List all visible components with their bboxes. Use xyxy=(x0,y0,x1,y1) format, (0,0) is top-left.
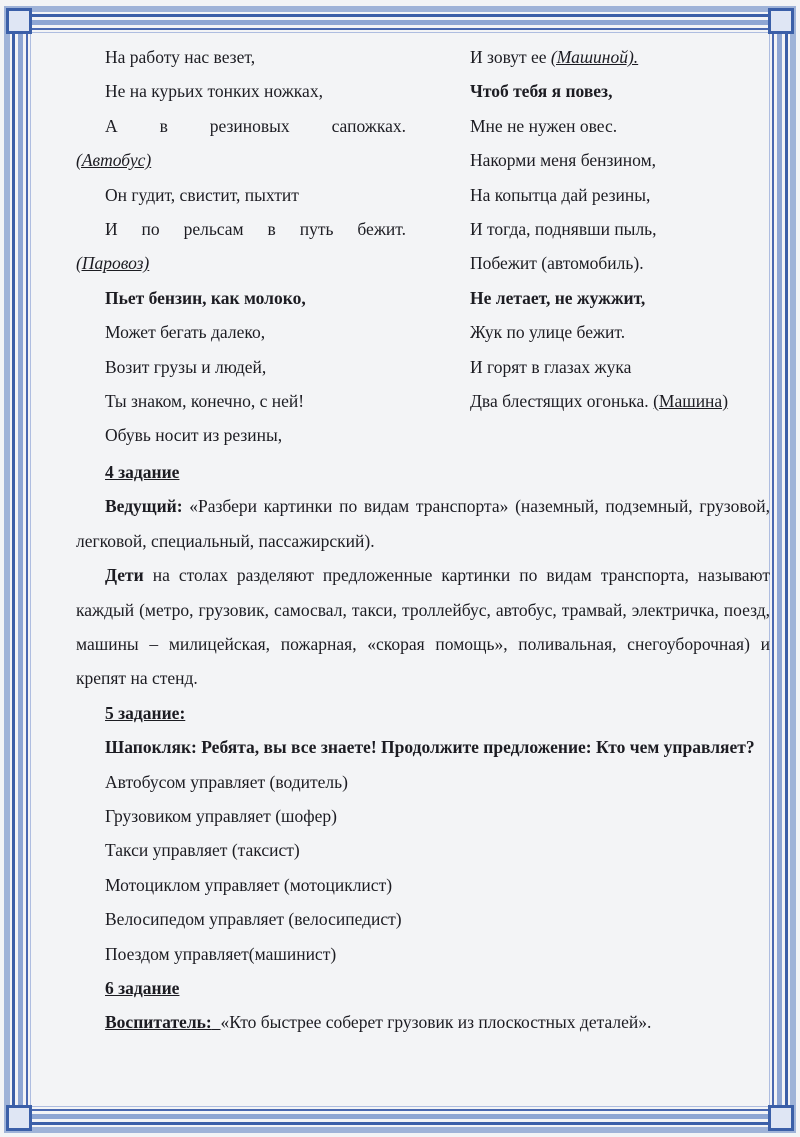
task6-heading xyxy=(76,971,770,1005)
poem-line: Побежит (автомобиль). xyxy=(470,253,644,274)
poem-line: Не на курьих тонких ножках, xyxy=(105,81,323,102)
poem-line: Обувь носит из резины, xyxy=(105,425,283,446)
poem-line: Он гудит, свистит, пыхтит xyxy=(105,184,299,205)
list-item: Мотоциклом управляет (мотоциклист) xyxy=(105,874,393,895)
answer-text: (Автобус) xyxy=(76,150,152,171)
poem-line xyxy=(470,40,770,74)
list-item: Велосипедом управляет (велосипедист) xyxy=(105,909,402,930)
speaker-label: Ведущий: xyxy=(105,496,183,517)
word: путь xyxy=(299,218,334,239)
word: в xyxy=(159,115,168,136)
riddle-answer xyxy=(76,246,406,280)
riddle-answer xyxy=(76,143,406,177)
task6-paragraph xyxy=(76,1005,770,1039)
line-text: И зовут ее xyxy=(470,47,551,67)
answer-text: (Машина) xyxy=(653,390,729,411)
speaker-label: Воспитатель: xyxy=(105,1012,212,1033)
list-item: Автобусом управляет (водитель) xyxy=(105,771,348,792)
list-item: Поездом управляет(машинист) xyxy=(105,943,337,964)
corner-ornament-top-right xyxy=(768,8,794,34)
poem-line: И горят в глазах жука xyxy=(470,356,632,377)
document-content xyxy=(76,40,770,1040)
word: И xyxy=(105,218,118,239)
poem-line: Накорми меня бензином, xyxy=(470,150,657,171)
word: А xyxy=(105,115,118,136)
poem-line: Чтоб тебя я повез, xyxy=(470,81,613,102)
word: в xyxy=(267,218,276,239)
poem-line: На копытца дай резины, xyxy=(470,184,651,205)
poem-line-justified xyxy=(76,212,406,246)
poem-line: Пьет бензин, как молоко, xyxy=(105,287,306,308)
word: рельсам xyxy=(183,218,244,239)
task5-question: Шапокляк: Ребята, вы все знаете! Продолжите предложение: Кто чем управляет? xyxy=(105,737,755,758)
line-text: Два блестящих огонька. xyxy=(470,390,654,411)
heading-text: 5 задание: xyxy=(105,702,186,723)
poem-line-justified xyxy=(76,109,406,143)
riddles-right-column xyxy=(470,40,770,418)
corner-ornament-top-left xyxy=(6,8,32,34)
poem-line: Не летает, не жужжит, xyxy=(470,287,646,308)
poem-line: Может бегать далеко, xyxy=(105,322,266,343)
task4-heading xyxy=(76,455,770,489)
corner-ornament-bottom-left xyxy=(6,1105,32,1131)
word: резиновых xyxy=(209,115,290,136)
speaker-label: Дети xyxy=(105,565,144,586)
riddles-left-column xyxy=(76,40,406,453)
poem-line: Жук по улице бежит. xyxy=(470,322,626,343)
poem-line: На работу нас везет, xyxy=(105,47,256,67)
list-item: Такси управляет (таксист) xyxy=(105,840,300,861)
paragraph-text: «Разбери картинки по видам транспорта» (наземный, подземный, грузовой, легковой, специальный, пассажирский). xyxy=(76,496,770,551)
poem-line xyxy=(470,384,770,418)
poem-line: Возит грузы и людей, xyxy=(105,356,267,377)
task4-leader-paragraph xyxy=(76,489,770,558)
corner-ornament-bottom-right xyxy=(768,1105,794,1131)
paragraph-text: «Кто быстрее соберет грузовик из плоскостных деталей». xyxy=(220,1012,652,1033)
riddles-section xyxy=(76,40,770,455)
poem-line: Мне не нужен овес. xyxy=(470,115,618,136)
poem-line: И тогда, поднявши пыль, xyxy=(470,218,657,239)
poem-line: Ты знаком, конечно, с ней! xyxy=(105,390,305,411)
task4-kids-paragraph xyxy=(76,558,770,696)
answer-text: (Паровоз) xyxy=(76,253,150,274)
heading-text: 4 задание xyxy=(105,462,180,482)
answer-text: (Машиной). xyxy=(550,47,639,67)
word: сапожках. xyxy=(331,115,406,136)
word: по xyxy=(141,218,160,239)
paragraph-text: на столах разделяют предложенные картинки по видам транспорта, называют каждый (метро, грузовик, самосвал, такси, троллейбус, автобус, трамвай, электричка, поезд, машины – милицейская, пожарная, «скорая помощь», поливальная, снегоуборочная) и крепят на стенд. xyxy=(76,565,770,689)
word: бежит. xyxy=(357,218,406,239)
list-item: Грузовиком управляет (шофер) xyxy=(105,806,337,827)
task5-heading xyxy=(76,696,770,730)
heading-text: 6 задание xyxy=(105,977,180,998)
